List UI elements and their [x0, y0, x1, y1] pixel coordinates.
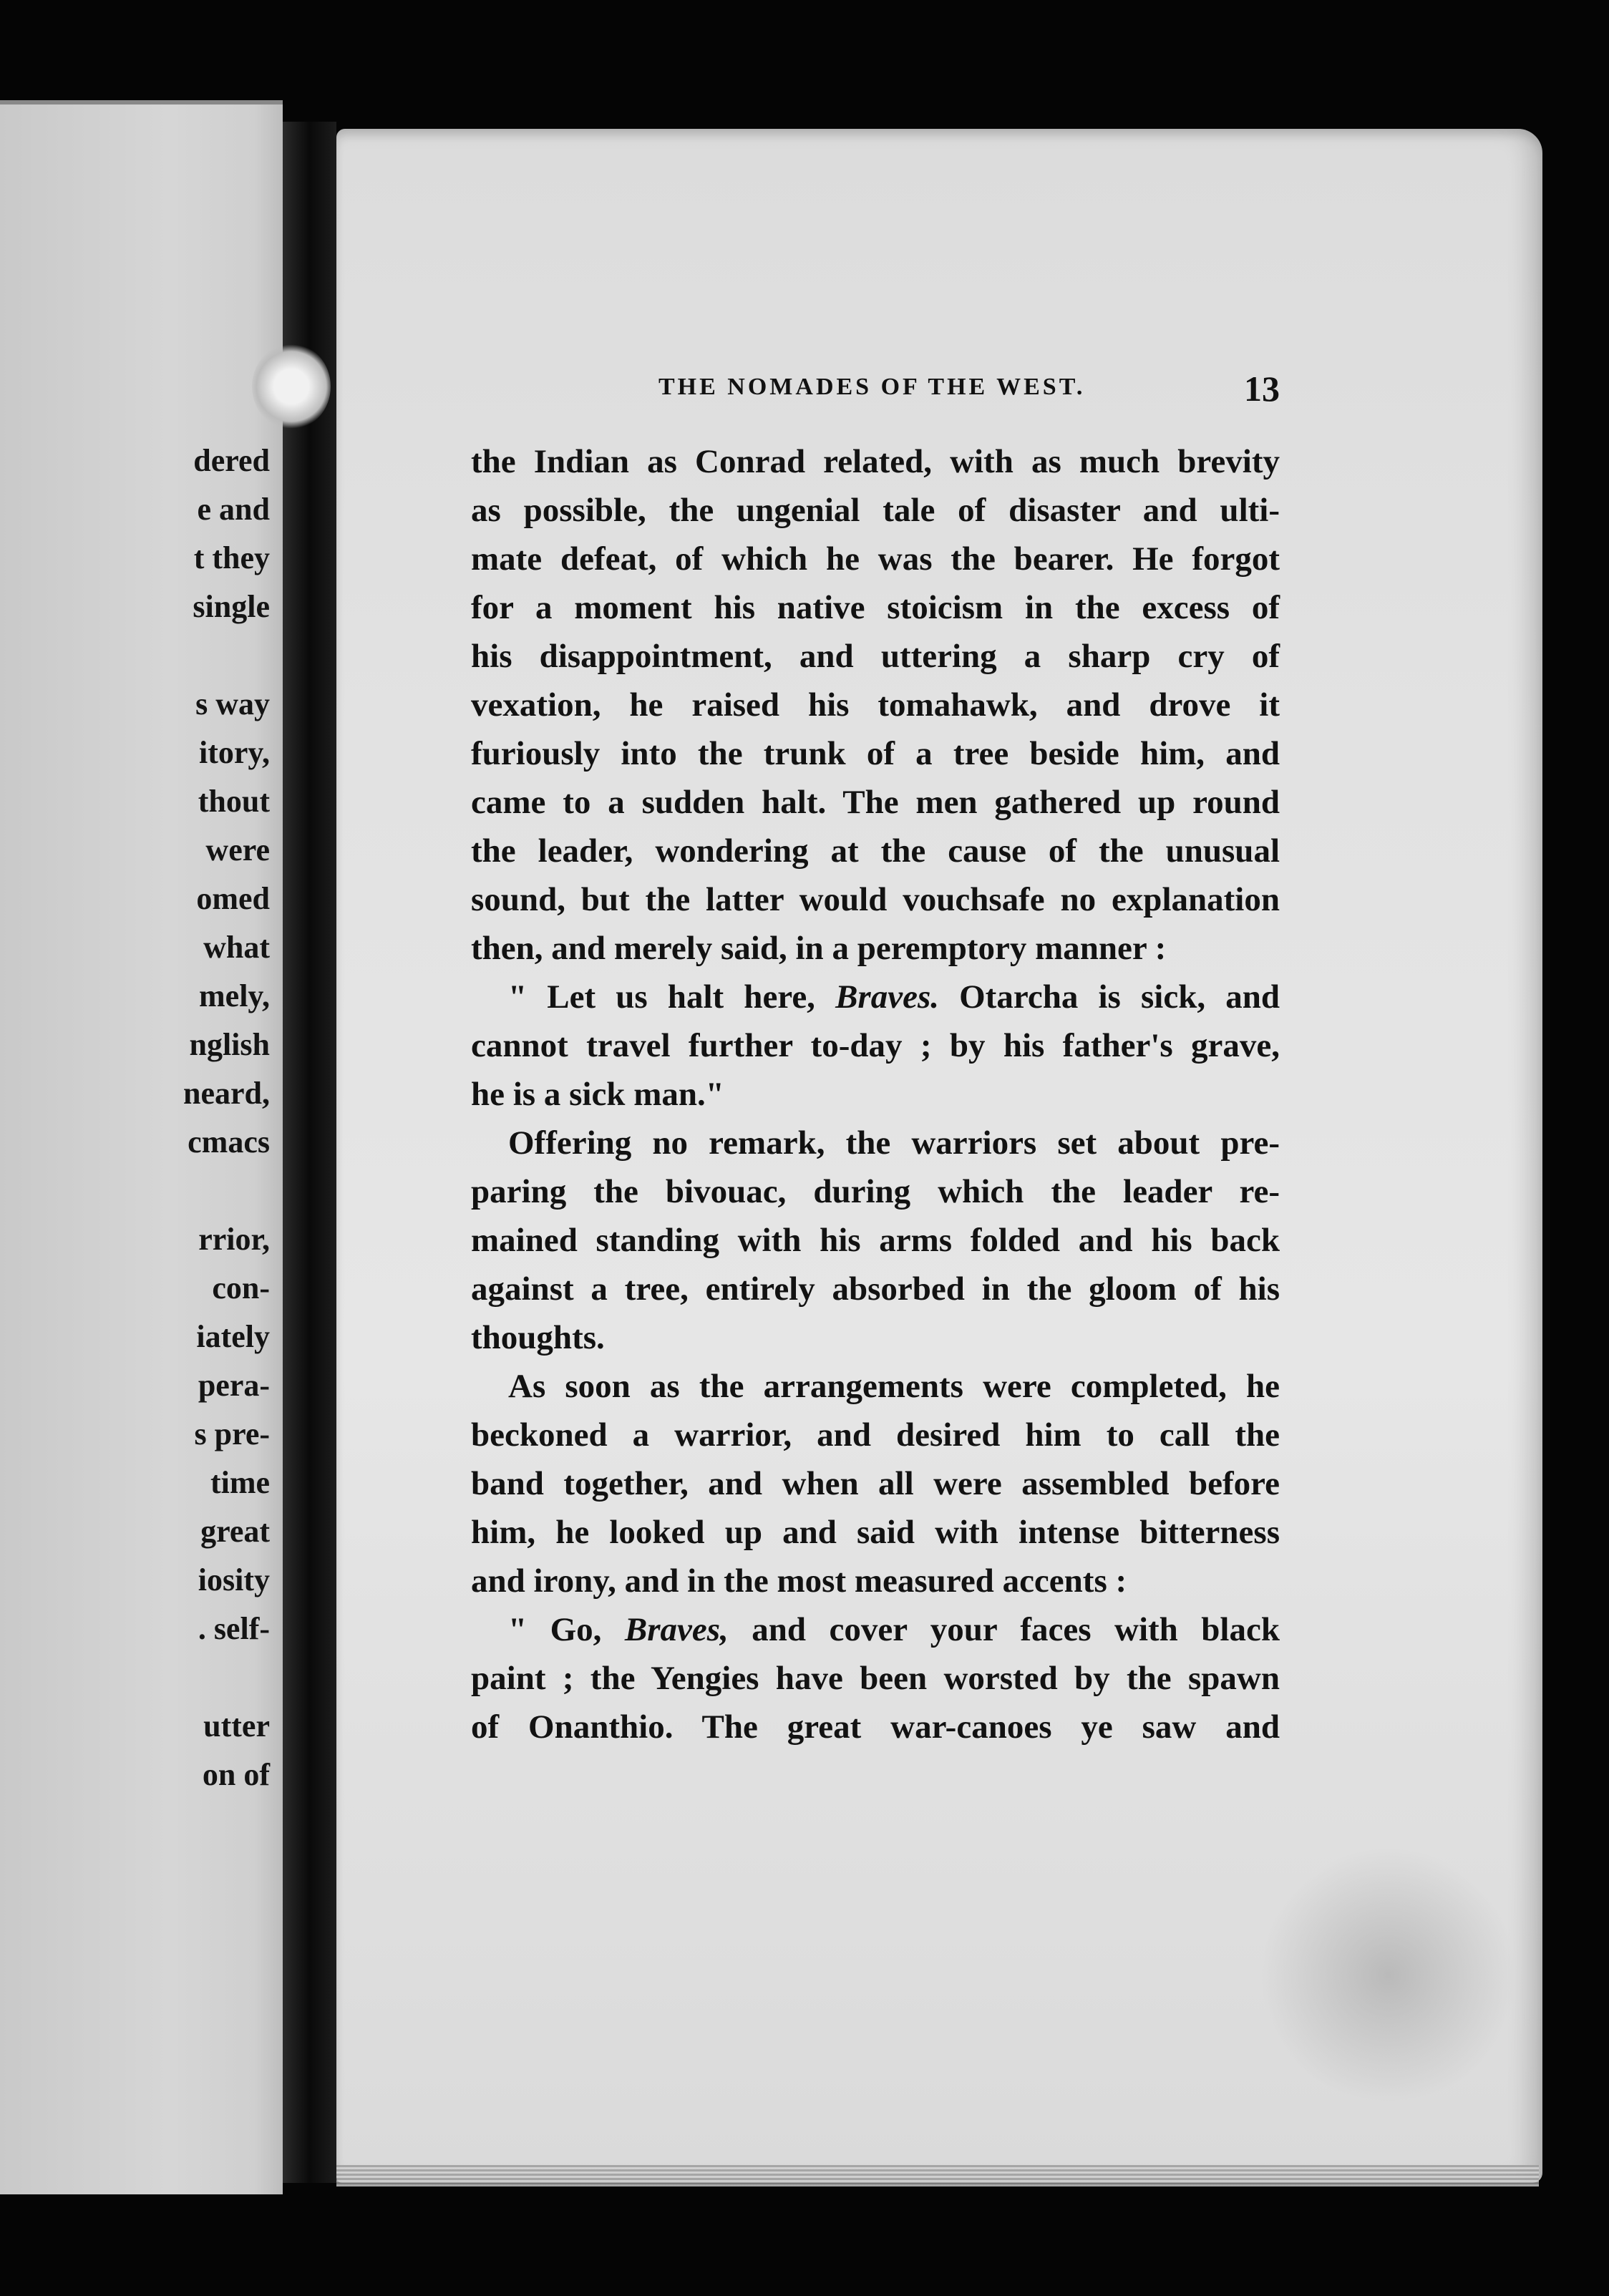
text-line: furiously into the trunk of a tree beside him, and — [471, 735, 1280, 772]
paper-blot — [252, 344, 331, 429]
left-text-fragment: itory, — [199, 735, 270, 770]
text-line: paring the bivouac, during which the leader re- — [471, 1173, 1280, 1210]
page-number: 13 — [1244, 369, 1280, 409]
text-line: thoughts. — [471, 1319, 605, 1356]
quote-line — [471, 1610, 1280, 1653]
text-line: mate defeat, of which he was the bearer. He forgot — [471, 540, 1280, 578]
left-text-fragment: iosity — [198, 1562, 270, 1597]
text-line: as possible, the ungenial tale of disaster and ulti- — [471, 492, 1280, 529]
left-text-fragment: s way — [195, 686, 270, 721]
text-line: sound, but the latter would vouchsafe no explanation — [471, 881, 1280, 918]
left-text-fragment: on of — [202, 1757, 270, 1792]
running-head: THE NOMADES OF THE WEST. — [658, 374, 1086, 400]
text-line: his disappointment, and uttering a sharp cry of — [471, 638, 1280, 675]
left-text-fragment: single — [193, 589, 270, 624]
italic-word: Braves, — [624, 1611, 729, 1648]
text-line: Offering no remark, the warriors set about pre- — [508, 1124, 1280, 1162]
left-text-fragment: s pre- — [194, 1416, 270, 1451]
text-line: he is a sick man." — [471, 1076, 724, 1113]
text-line: against a tree, entirely absorbed in the gloom of his — [471, 1270, 1280, 1308]
quote-rest: Otarcha is sick, and — [938, 978, 1280, 1016]
left-text-fragment: great — [200, 1514, 270, 1549]
left-text-fragment: were — [205, 832, 270, 867]
quote-open: " Go, — [508, 1611, 625, 1648]
text-line: beckoned a warrior, and desired him to call the — [471, 1416, 1280, 1454]
quote-line — [471, 978, 1280, 1021]
left-text-fragment: pera- — [198, 1368, 270, 1403]
book-gutter — [283, 122, 336, 2183]
left-text-fragment: e and — [197, 492, 270, 527]
text-line: As soon as the arrangements were completed, he — [508, 1368, 1280, 1405]
text-line: the Indian as Conrad related, with as much brevity — [471, 443, 1280, 480]
text-line: the leader, wondering at the cause of the unusual — [471, 832, 1280, 870]
text-line: mained standing with his arms folded and his back — [471, 1222, 1280, 1259]
left-text-fragment: utter — [203, 1708, 270, 1743]
left-page-text — [0, 104, 270, 2194]
text-line: then, and merely said, in a peremptory manner : — [471, 930, 1167, 967]
text-line: of Onanthio. The great war-canoes ye saw and — [471, 1708, 1280, 1746]
text-line: came to a sudden halt. The men gathered up round — [471, 784, 1280, 821]
left-text-fragment: rrior, — [198, 1222, 270, 1257]
text-line: and irony, and in the most measured accents : — [471, 1562, 1127, 1600]
left-text-fragment: cmacs — [188, 1124, 270, 1159]
quote-open: " Let us halt here, — [508, 978, 836, 1016]
text-line: band together, and when all were assembled before — [471, 1465, 1280, 1502]
text-line: cannot travel further to-day ; by his father's grave, — [471, 1027, 1280, 1064]
left-text-fragment: dered — [193, 443, 270, 478]
text-line: vexation, he raised his tomahawk, and drove it — [471, 686, 1280, 724]
left-text-fragment: what — [203, 930, 270, 965]
italic-word: Braves. — [835, 978, 939, 1016]
left-text-fragment: t they — [193, 540, 270, 575]
left-text-fragment: mely, — [199, 978, 270, 1013]
page-edge-stack — [336, 2165, 1539, 2186]
left-facing-page — [0, 100, 283, 2194]
left-text-fragment: time — [210, 1465, 270, 1500]
left-text-fragment: nglish — [189, 1027, 270, 1062]
left-text-fragment: iately — [196, 1319, 270, 1354]
left-text-fragment: . self- — [198, 1611, 270, 1646]
left-text-fragment: thout — [198, 784, 270, 819]
text-line: for a moment his native stoicism in the excess of — [471, 589, 1280, 626]
left-text-fragment: omed — [196, 881, 270, 916]
left-text-fragment: neard, — [183, 1076, 270, 1111]
paper-smudge — [1260, 1847, 1517, 2104]
text-line: paint ; the Yengies have been worsted by the spawn — [471, 1660, 1280, 1697]
left-text-fragment: con- — [212, 1270, 270, 1305]
text-line: him, he looked up and said with intense bitterness — [471, 1514, 1280, 1551]
quote-rest: and cover your faces with black — [728, 1611, 1280, 1648]
